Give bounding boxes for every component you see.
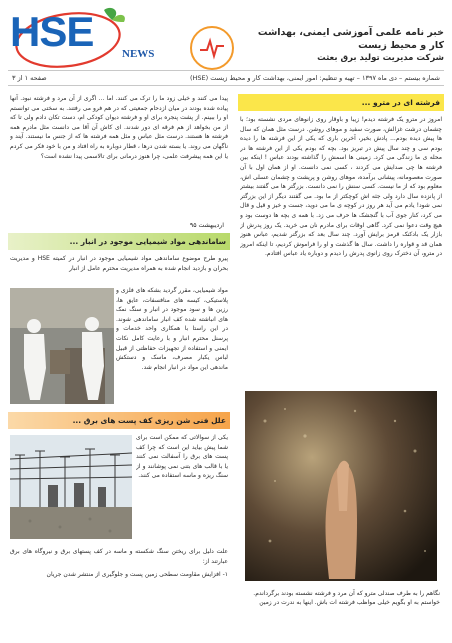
chemicals-intro: پیرو طرح موضوع ساماندهی مواد شیمیایی موجود در انبار در کمیته HSE و مدیریت بحران و بازدید انجام شده به همراه مدیریت محترم عامل از انبار xyxy=(10,255,228,272)
protective-suit-photo xyxy=(10,288,114,404)
right-column xyxy=(238,94,444,607)
rain-window-image xyxy=(245,391,437,581)
issue-info: شماره بیستم – دی ماه ۱۳۹۷ – تهیه و تنظیم: امور ایمنی، بهداشت کار و محیط زیست (HSE) xyxy=(190,74,440,82)
praying-hands-picture xyxy=(245,391,437,581)
workers-in-protective-suits-picture xyxy=(10,288,114,404)
newsletter-title-block xyxy=(244,26,444,64)
company-name: شرکت مدیریت تولید برق بعثت xyxy=(317,53,444,63)
section-title-angel: فرشته ای در مترو ... xyxy=(238,94,444,111)
article-angel-body: امروز در مترو یک فرشته دیدم! زیبا و باوقار روی زانوهای مردی نشسته بود؛ با چشمان درشت غزالش، صورت سفید و موهای روشن. درست مثل همان که سال ها پیش دیده بودم... پادش بخیر، آخرین باری که یکی از این فرشته ها را دیده بودم سی و چند سال پیش در تبریز بود. بچه که بودم یکی از این فرشته ها در محله ی ما زندگی می کرد. زمینی ها اسمش را گذاشته بودند عباس ! اینکه بین فرشته ها چی صدایش می کردند ، کسی نمی دانست. او از همان اول با آن صورت معصومانه، پیشانی برآمده، موهای روشن و پریشت و چشمان عسلی اش، معلوم بود که از ما نیست. کسی سنش را نمی دانست. بزرگتر ها می گفتند بیشتر از پانزده سال دارد ولی جثه اش کوچکتر از ما بود. می گفتند دیگر از این بزرگتر نمی شود! یادم می آید هر روز در کوچه ی ما می دوید، جست و خیز و قیل و قال می کرد، کنار جوی آب با گنجشک ها حرف می زد. با همه ی بچه ها دوست بود و هیچ وقت دعوا نمی کرد. گاهی اوقات برای مادرم نان می خرید. یک روز پدرش از بازار یک بادکنک قرمز برایش آورد. چند سال بعد که بزرگتر شدیم، عباس هنوز همان قد و قواره را داشت. سال ها گذشت و او را فراموش کردیم، تا اینکه امروز در مترو، آن دخترک روی زانوی پدرش را دیدم و دوباره یاد عباس افتادم. xyxy=(240,116,442,258)
gravel-body: یکی از سوالاتی که ممکن است برای شما پیش بیاید این است که چرا کف پست های برق را آسفالت نمی کنند یا با قالب های بتنی نمی پوشانند و از سنگ ریزه و ماسه استفاده می کنند. xyxy=(136,434,228,480)
hse-logo-text: HSE xyxy=(10,8,94,55)
gravel-reason-1: ۱- افزایش مقاومت سطحی زمین پست و جلوگیری از منتشر شدن جریان xyxy=(46,571,228,579)
company-logo xyxy=(190,26,234,70)
left-column xyxy=(8,94,230,584)
lightning-icon xyxy=(192,28,232,68)
issue-meta-bar xyxy=(8,70,444,86)
chemicals-block xyxy=(8,286,230,408)
chemicals-body: مواد شیمیایی، مقرر گردید بشکه های فلزی و پلاستیکی، کیسه های منافسفات، عایق ها، رزین ها و سود موجود در انبار و سنگ نمک های انباشته شده کف انبار ساماندهی شوند. در این راستا با همکاری واحد خدمات و پرسنل محترم انبار و با رعایت کامل نکات ایمنی و استفاده از تجهیزات حفاظتی از قبیل لباس یکبار مصرف، ماسک و دستکش ماندهی این مواد در انبار انجام شد. xyxy=(116,287,228,371)
news-logo-text: NEWS xyxy=(122,48,155,60)
substation-photo xyxy=(10,435,132,539)
page-number: صفحه ۱ از ۳ xyxy=(12,74,47,82)
section-title-chemicals: ساماندهی مواد شیمیایی موجود در انبار ... xyxy=(8,233,230,250)
newsletter-title: خبر نامه علمی آموزشی ایمنی، بهداشت کار و محیط زیست xyxy=(257,27,444,51)
angel-caption: نگاهم را به طرف صندلی مترو که آن مرد و فرشته نشسته بودند برگرداندم. خواستم به او بگویم خیلی مواظب فرشته ات باش. اینها به ندرت در زمین xyxy=(253,590,440,606)
gravel-block xyxy=(8,429,230,547)
article-angel-continued: پیدا می کنند و خیلی زود ما را ترک می کنند. اما ... اگری از آن مرد و فرشته نبود. آنها پیاده شده بودند در میان ازدحام جمعیتی که در هم فرو می رفتند. به سختی می توانستم او را ببینم. از پشت پنجره برای او و فرشته دیوان کودکی ام، دست تکان دادم ولی تا که از من بخواهد از هم فرقه ای دور شدند. ای کاش آن آقا می دانست مثل مادرم همه فرشته ها هستند. درست مثل عباس و مثل همه فرشته ها که از جنس ما نیستند. آیند و ناگهان می روند. یا بسته شدن درها ، قطار دوباره به راه افتاد و من با خود فکر می کردم یا این همه پیشرفت علمی، چرا هنوز درمانی برای تالاسمی پیدا نشده است؟ xyxy=(10,95,228,160)
section-title-gravel: علل فنی شن ریزی کف پست های برق ... xyxy=(8,412,230,429)
article-date: اردیبهشت ۹۵ xyxy=(189,222,224,229)
electrical-substation-picture xyxy=(10,435,132,539)
gravel-reasons-intro: علت دلیل برای ریختن سنگ شکسته و ماسه در کف پستهای برق و نیروگاه های برق عبارتند از: xyxy=(10,548,228,565)
